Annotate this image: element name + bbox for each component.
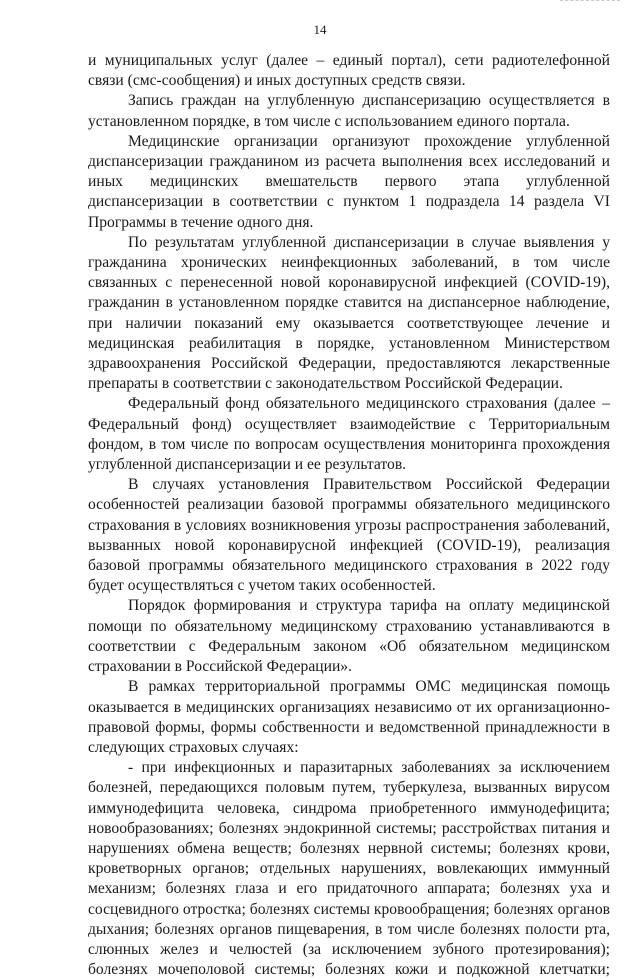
document-body — [88, 51, 610, 980]
paragraph-territorial-program: В рамках территориальной программы ОМС медицинская помощь оказывается в медицинских организациях независимо от их организационно-правовой формы, формы собственности и ведомственной принадлежности в следующих страховых случаях: — [88, 678, 610, 756]
paragraph-federal-fund: Федеральный фонд обязательного медицинского страхования (далее – Федеральный фонд) осуществляет взаимодействие с Территориальным фондом, в том числе по вопросам осуществления мониторинга прохождения углубленной диспансеризации и ее результатов. — [88, 395, 610, 474]
scan-edge-mark — [560, 0, 620, 3]
paragraph-enrollment: Запись граждан на углубленную диспансеризацию осуществляется в установленном порядке, в том числе с использованием единого портала. — [88, 92, 610, 130]
paragraph-results: По результатам углубленной диспансеризации в случае выявления у гражданина хронических неинфекционных заболеваний, в том числе связанных с перенесенной новой коронавирусной инфекцией (COVID-19), гражданин в установленном порядке ставится на диспансерное наблюдение, при наличии показаний ему оказывается соответствующее лечение и медицинская реабилитация в порядке, установленном Министерством здравоохранения Российской Федерации, предоставляются лекарственные препараты в соответствии с законодательством Российской Федерации. — [88, 233, 610, 393]
paragraph-tariff: Порядок формирования и структура тарифа на оплату медицинской помощи по обязательному медицинскому страхованию устанавливаются в соответствии с Федеральным законом «Об обязательном медицинском страховании в Российской Федерации». — [88, 597, 610, 676]
paragraph-medical-organizations: Медицинские организации организуют прохождение углубленной диспансеризации гражданином из расчета выполнения всех исследований и иных медицинских вмешательств первого этапа углубленной диспансеризации в соответствии с пунктом 1 подраздела 14 раздела VI Программы в течение одного дня. — [88, 132, 610, 231]
paragraph-government-specifics: В случаях установления Правительством Российской Федерации особенностей реализации базовой программы обязательного медицинского страхования в условиях возникновения угрозы распространения заболеваний, вызванных новой коронавирусной инфекцией (COVID-19), реализация базовой программы обязательного медицинского страхования в 2022 году будет осуществляться с учетом таких особенностей. — [88, 476, 610, 595]
page-number: 14 — [313, 22, 327, 37]
paragraph-insured-cases: - при инфекционных и паразитарных заболеваниях за исключением болезней, передающихся половым путем, туберкулеза, вызванных вирусом иммунодефицита человека, синдрома приобретенного иммунодефицита; новообразованиях; болезнях эндокринной системы; расстройствах питания и нарушениях обмена веществ; болезнях нервной системы; болезнях крови, кроветворных органов; отдельных нарушениях, вовлекающих иммунный механизм; болезнях глаза и его придаточного аппарата; болезнях уха и сосцевидного отростка; болезнях системы кровообращения; болезнях органов дыхания; болезнях органов пищеварения, в том числе болезнях полости рта, слюнных желез и челюстей (за исключением зубного протезирования); болезнях мочеполовой системы; болезнях кожи и подкожной клетчатки; — [88, 759, 610, 979]
paragraph-continuation: и муниципальных услуг (далее – единый портал), сети радиотелефонной связи (смс-сообщения) и иных доступных средств связи. — [88, 52, 610, 90]
